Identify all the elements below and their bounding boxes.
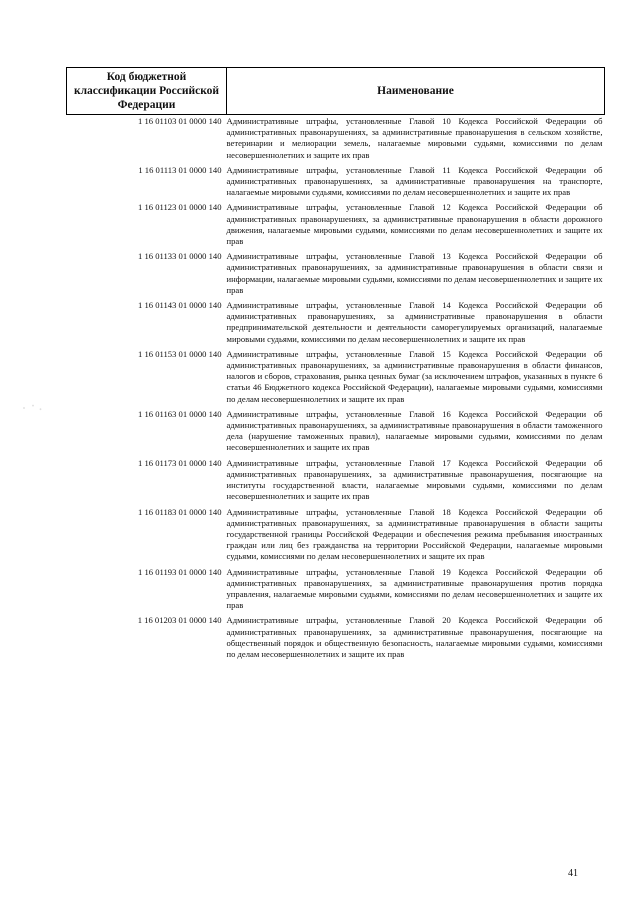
table-row bbox=[67, 566, 605, 615]
table-row bbox=[67, 348, 605, 408]
budget-code-table bbox=[66, 67, 605, 663]
table-row bbox=[67, 614, 605, 663]
row-code: 1 16 01183 01 0000 140 bbox=[138, 506, 222, 517]
header-code: Код бюджетной классификации Российской Федерации bbox=[67, 68, 227, 115]
row-code: 1 16 01173 01 0000 140 bbox=[138, 457, 222, 468]
row-name: Административные штрафы, установленные Главой 16 Кодекса Российской Федерации об административных правонарушениях, за административные правонарушения в области таможенного дела (нарушение таможенных правил), налагаемые мировыми судьями, комиссиями по делам несовершеннолетних и защите их прав bbox=[226, 408, 603, 453]
table-row bbox=[67, 164, 605, 202]
table-row bbox=[67, 115, 605, 164]
table-row bbox=[67, 457, 605, 506]
page-number: 41 bbox=[568, 868, 578, 879]
scan-artifact bbox=[18, 402, 48, 414]
table-row bbox=[67, 506, 605, 566]
header-name: Наименование bbox=[227, 68, 605, 115]
row-name: Административные штрафы, установленные Главой 10 Кодекса Российской Федерации об административных правонарушениях, за административные правонарушения в сельском хозяйстве, ветеринарии и мелиорации земель, налагаемые мировыми судьями, комиссиями по делам несовершеннолетних и защите их прав bbox=[226, 116, 603, 160]
table-row bbox=[67, 201, 605, 250]
row-name: Административные штрафы, установленные Главой 15 Кодекса Российской Федерации об административных правонарушениях, за административные правонарушения в области финансов, налогов и сборов, страхования, рынка ценных бумаг (за исключением штрафов, указанных в пункте 6 статьи 46 Бюджетного кодекса Российской Федерации), налагаемые мировыми судьями, комиссиями по делам несовершеннолетних и защите их прав bbox=[226, 348, 603, 404]
row-code: 1 16 01133 01 0000 140 bbox=[138, 251, 222, 262]
row-code: 1 16 01203 01 0000 140 bbox=[137, 615, 222, 626]
table-header-row bbox=[67, 68, 605, 115]
row-name: Административные штрафы, установленные Главой 19 Кодекса Российской Федерации об административных правонарушениях, за административные правонарушения против порядка управления, налагаемые мировыми судьями, комиссиями по делам несовершеннолетних и защите их прав bbox=[226, 566, 603, 611]
table-row bbox=[67, 299, 605, 348]
row-name: Административные штрафы, установленные Главой 20 Кодекса Российской Федерации об административных правонарушениях, за административные правонарушения, посягающие на общественный порядок и общественную безопасность, налагаемые мировыми судьями, комиссиями по делам несовершеннолетних и защите их прав bbox=[226, 615, 603, 659]
row-name: Административные штрафы, установленные Главой 14 Кодекса Российской Федерации об административных правонарушениях, за административные правонарушения в области предпринимательской деятельности и деятельности саморегулируемых организаций, налагаемые мировыми судьями, комиссиями по делам несовершеннолетних и защите их прав bbox=[226, 300, 603, 344]
table-row bbox=[67, 408, 605, 457]
row-name: Административные штрафы, установленные Главой 12 Кодекса Российской Федерации об административных правонарушениях, за административные правонарушения в области дорожного движения, налагаемые мировыми судьями, комиссиями по делам несовершеннолетних и защите их прав bbox=[226, 202, 603, 247]
row-code: 1 16 01103 01 0000 140 bbox=[138, 116, 222, 126]
row-code: 1 16 01193 01 0000 140 bbox=[138, 566, 222, 577]
table-row bbox=[67, 250, 605, 299]
row-name: Административные штрафы, установленные Главой 11 Кодекса Российской Федерации об административных правонарушениях, за административные правонарушения на транспорте, налагаемые мировыми судьями, комиссиями по делам несовершеннолетних и защите их прав bbox=[226, 164, 603, 198]
row-name: Административные штрафы, установленные Главой 18 Кодекса Российской Федерации об административных правонарушениях, за административные правонарушения в области защиты государственной границы Российской Федерации и обеспечения режима пребывания иностранных граждан или лиц без гражданства на территории Российской Федерации, налагаемые мировыми судьями, комиссиями по делам несовершеннолетних и защите их прав bbox=[226, 506, 603, 562]
row-name: Административные штрафы, установленные Главой 17 Кодекса Российской Федерации об административных правонарушениях, за административные правонарушения, посягающие на институты государственной власти, налагаемые мировыми судьями, комиссиями по делам несовершеннолетних и защите их прав bbox=[226, 457, 603, 502]
row-code: 1 16 01113 01 0000 140 bbox=[138, 164, 222, 175]
row-code: 1 16 01123 01 0000 140 bbox=[138, 202, 222, 213]
row-code: 1 16 01153 01 0000 140 bbox=[138, 348, 222, 359]
row-name: Административные штрафы, установленные Главой 13 Кодекса Российской Федерации об административных правонарушениях, за административные правонарушения в области связи и информации, налагаемые мировыми судьями, комиссиями по делам несовершеннолетних и защите их прав bbox=[226, 251, 603, 295]
row-code: 1 16 01163 01 0000 140 bbox=[138, 408, 222, 419]
row-code: 1 16 01143 01 0000 140 bbox=[138, 300, 222, 311]
